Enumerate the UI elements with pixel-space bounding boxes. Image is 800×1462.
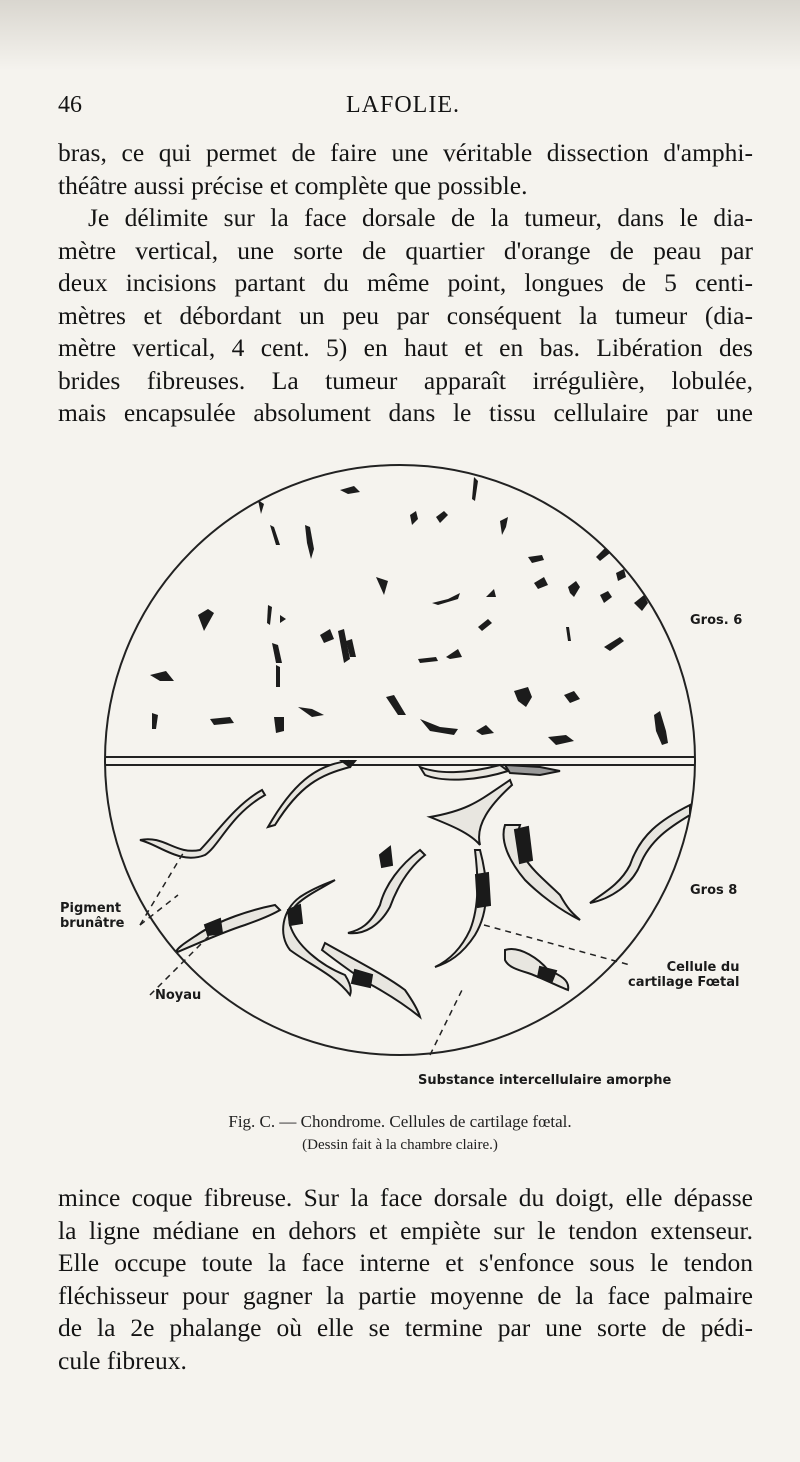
figure-caption-note: (Dessin fait à la chambre claire.)	[302, 1137, 498, 1153]
paragraph-top	[58, 137, 753, 430]
text-line: brides fibreuses. La tumeur apparaît irrégulière, lobulée,	[58, 365, 753, 395]
text-line: de la 2e phalange où elle se termine par une sorte de pédi-	[58, 1313, 753, 1342]
label-cellule	[628, 960, 739, 990]
text-line: cule fibreux.	[58, 1345, 187, 1375]
figure-caption: Fig. C. — Chondrome. Cellules de cartilage fœtal.	[228, 1112, 572, 1131]
label-noyau: Noyau	[155, 988, 202, 1003]
figure-chondrome	[0, 455, 800, 1095]
label-pigment-line: brunâtre	[60, 916, 125, 931]
text-line: mètres et débordant un peu par conséquent la tumeur (dia-	[58, 300, 753, 330]
text-line: théâtre aussi précise et complète que possible.	[58, 170, 528, 200]
text-line: deux incisions partant du même point, longues de 5 centi-	[58, 268, 753, 297]
text-line: mètre vertical, 4 cent. 5) en haut et en bas. Libération des	[58, 333, 753, 362]
text-line: la ligne médiane en dehors et empiète sur le tendon extenseur.	[58, 1215, 753, 1245]
leader-lines	[140, 850, 630, 1055]
text-line: Elle occupe toute la face interne et s'enfonce sous le tendon	[58, 1248, 753, 1277]
text-line: mètre vertical, une sorte de quartier d'orange de peau par	[58, 235, 753, 265]
cells-gros6	[150, 477, 668, 745]
page-header	[58, 92, 748, 126]
label-substance: Substance intercellulaire amorphe	[418, 1073, 672, 1088]
text-line: fléchisseur pour gagner la partie moyenne de la face palmaire	[58, 1280, 753, 1310]
page-top-shadow	[0, 0, 800, 70]
label-gros6: Gros. 6	[690, 613, 743, 628]
microscope-drawing	[0, 455, 800, 1095]
label-pigment	[60, 901, 124, 931]
text-line: bras, ce qui permet de faire une véritable dissection d'amphi-	[58, 138, 753, 167]
label-cellule-line: cartilage Fœtal	[628, 975, 740, 990]
text-line: mais encapsulée absolument dans le tissu cellulaire par une	[58, 398, 753, 427]
text-line: mince coque fibreuse. Sur la face dorsale du doigt, elle dépasse	[58, 1183, 753, 1212]
text-line: Je délimite sur la face dorsale de la tumeur, dans le dia-	[88, 203, 753, 232]
label-gros8: Gros 8	[690, 883, 738, 898]
label-pigment-line: Pigment	[60, 901, 122, 916]
running-title: LAFOLIE.	[346, 92, 460, 118]
page-number: 46	[58, 92, 82, 118]
paragraph-bottom	[58, 1182, 753, 1377]
label-cellule-line: Cellule du	[666, 960, 740, 975]
cells-gros8	[140, 761, 690, 1017]
